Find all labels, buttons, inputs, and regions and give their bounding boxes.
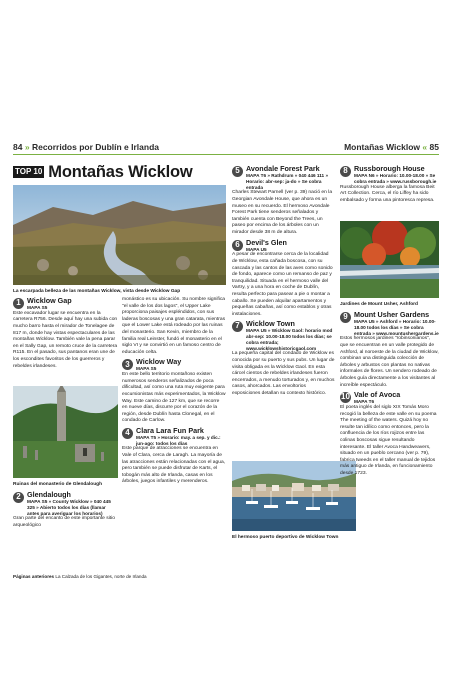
left-running-title: Recorridos por Dublín e Irlanda [31, 142, 160, 152]
item-7-heading [232, 320, 335, 351]
main-photo-caption: La escarpada belleza de las montañas Wicklow, vista desde Wicklow Gap [13, 289, 181, 294]
left-page-number: 84 [13, 142, 23, 152]
item-6-name: Devil's Glen [246, 237, 287, 247]
item-2-text: Gran parte del encanto de este importante sitio arqueológico [13, 516, 115, 528]
item-4-name: Clara Lara Fun Park [136, 425, 204, 435]
item-10-meta: MAPA T6 [354, 399, 375, 405]
column-4-lower [340, 309, 439, 478]
item-3-number: 3 [122, 359, 133, 370]
ruins-caption: Ruinas del monasterio de Glendalough [13, 482, 103, 487]
item-10-name: Vale of Avoca [354, 390, 401, 400]
item-8-heading [340, 165, 439, 185]
column-2 [122, 297, 226, 487]
guidebook-spread [13, 141, 439, 581]
item-7-number: 7 [232, 321, 243, 332]
item-10-number: 10 [341, 392, 350, 402]
page-header [13, 141, 439, 155]
item-8-number: 8 [340, 166, 351, 177]
item-5-text: Charles Stewart Parnell (ver p. 39) nació en la Georgian Avondale House, que ahora es un museo en su recuerdo. El hermoso Avondale Forest Park tiene senderos señalados y también cuenta con Beyond the Trees, un paseo por encima de los árboles con un mirador desde 38 m de altura. [232, 190, 333, 235]
title-text: Montañas Wicklow [48, 162, 193, 181]
item-8-name: Russborough House [354, 164, 425, 173]
wicklow-gap-photo [13, 185, 226, 285]
item-8-meta: MAPA N6 » Horario: 10.00-18.00 » Se cobra entrada » www.russborough.ie [354, 173, 437, 184]
item-6-number: 6 [232, 240, 243, 251]
item-10-text: El poeta inglés del siglo XIX Tomás Moro recogió la belleza de este valle en su poema The meeting of the waters. Quizá hoy no resulte tan idílico como entonces, pero la confluencia de los ríos rojizos entre las colinas boscosas sigue resultando interesante. El taller Avoca Handweavers, situado en un pueblo cercano (ver p. 79), fabrica tweeds en el taller manual de tejidos más antiguo de Irlanda, en funcionamiento desde 1723. [340, 404, 437, 476]
top10-badge: TOP 10 [15, 167, 43, 176]
item-2-number: 2 [13, 492, 24, 503]
item-1-meta: MAPA S5 [27, 305, 48, 310]
item-3-text: En este bello territorio montañoso existen numerosos senderos señalizados de poca dificultad, así como una ruta muy exigente para excursionistas más experimentados, la Wicklow Way. Este camino de 127 km, que se recorre en nueve días, discurre por el corazón de la región, desde Dublín hasta Clonegal, en el condado de Carlow. [122, 372, 226, 424]
item-4-number: 4 [122, 428, 133, 439]
left-arrows: » [24, 142, 30, 152]
item-1-name: Wicklow Gap [27, 296, 72, 305]
item-7-text: La pequeña capital del condado de Wicklow es conocida por su puerto y sus pubs. Un lugar de visita obligada es la Wicklow Gaol. En esta cárcel cientos de rebeldes irlandeses fueron encerrados, a menudo torturados y, en muchos casos, ahorcados. Las envoltorios exposiciones detallan su contexto histórico. [232, 351, 335, 397]
right-page-number: 85 [429, 142, 439, 152]
item-1-text: Este excavador lugar se encuentra en la carretera R756. Desde aquí hay una subida con mucho barro hasta el mirador de Tonelagee de 817 m, donde hay vistas espectaculares de las montañas Wicklow. También vale la pena parar en el Sally Gap, un remoto cruce de la carretera R115. En el pasado, sus pantanos eran une de los escondites favoritos de los guerreros y rebeldes irlandeses. [13, 310, 118, 369]
right-arrows: « [422, 142, 428, 152]
item-2-heading [13, 491, 118, 516]
item-4-heading [122, 427, 226, 447]
item-9-text: Estos hermosos jardines "robinsonianos", que se encuentran en un valle protegido de Ashford, al noroeste de la ciudad de Wicklow, combinan una distinguida colección de árboles y arbustos con plantas no nativas informales de flores. Un sendero rodeado de árboles guía directamente a los visitantes al increíble espectáculo. [340, 336, 439, 388]
item-9-name: Mount Usher Gardens [354, 310, 430, 319]
item-5-name: Avondale Forest Park [246, 164, 320, 173]
wicklow-harbour-photo [232, 461, 356, 531]
footer-note [13, 574, 147, 579]
item-5-meta: MAPA T6 » Rathdrum » 040 446 111 » Horario: abr-sep: ja-do » Se cobra entrada [246, 173, 329, 190]
item-4-meta: MAPA T5 » Horario: may. a sep. y dic.: jun-ago: todos los días [136, 434, 221, 446]
item-6-heading [232, 239, 335, 253]
item-7-name: Wicklow Town [246, 319, 295, 329]
item-5-number: 5 [232, 166, 243, 177]
item-8-text: Russborough House alberga la famosa Beit Art Collection. Cerca, el río Liffey ha sido embalsado y forma una pintoresca represa. [340, 184, 435, 203]
footer-label: Páginas anteriores [13, 574, 55, 579]
item-2-name: Glendalough [27, 490, 71, 499]
item-3-heading [122, 358, 226, 372]
mount-usher-caption: Jardines de Mount Usher, Ashford [340, 302, 418, 307]
item-4-text: Este parque de atracciones se encuentra en Vale of Clara, cerca de Laragh. La mayoría de las atracciones están relacionadas con el agua, pero también se puede disfrutar de Karts, el tobogán más alto de Irlanda, casas en los árboles, juegos infantiles y merenderos. [122, 446, 226, 485]
column-4 [340, 163, 439, 205]
item-6-text: A pesar de encontrarse cerca de la localidad de Wicklow, esta cañada boscosa, con su cascada y las cantos de las aves como sonido de fondo, aparece como un remanso de paz y tranquilidad. Situada en el hermoso valle del Vartry, y a una hora en coche de Dublín, resulta perfecto para pasear a pie o montar a caballo. Se pueden alquilar apartamentos y pequeñas cabañas, así como establos y otras instalaciones. [232, 252, 333, 317]
item-2-continued-text: monástico es su ubicación. Su nombre significa "el valle de los dos lagos", el Upper Lake proporciona paisajes espléndidos, con sus laderas boscosas y una gran catarata, mientras que el Lower Lake está rodeado por las ruinas del monasterio. San Kevin, miembro de la familia real Leinster, fundó el monasterio en el siglo VI y se convirtió en un famoso centro de educación celta. [122, 297, 226, 355]
mount-usher-photo [340, 221, 439, 298]
item-2-meta: MAPA S5 » County Wicklow » 040 445 325 » Abierto todos los días (llamar antes para averiguar los horarios) [27, 499, 111, 516]
item-3-name: Wicklow Way [136, 357, 182, 367]
item-9-meta: MAPA U5 » Ashford » Horario: 10.00-18.00 todos los días » Se cobra entrada » www.mountushergardens.ie [354, 319, 439, 336]
item-5-heading [232, 165, 335, 190]
harbour-caption: El hermoso puerto deportivo de Wicklow Town [232, 535, 339, 540]
item-7-meta: MAPA U5 » Wicklow Gaol: horario mod abr-sep: 10.00-18.00 todos los días; se cobra entrada; www.wicklowshistoricgaol.com [246, 328, 333, 351]
footer-text: La Calzada de los Gigantes, norte de Irlanda [55, 574, 147, 579]
glendalough-ruins-photo [13, 386, 118, 478]
right-running-title: Montañas Wicklow [344, 142, 421, 152]
item-9-heading [340, 311, 439, 336]
column-1-lower [13, 489, 118, 531]
item-1-number: 1 [13, 298, 24, 309]
item-6-meta: MAPA U5 [246, 246, 267, 252]
item-1-heading [13, 297, 118, 311]
item-3-meta: MAPA S5 [136, 366, 157, 372]
item-10-heading [340, 391, 439, 405]
column-1 [13, 295, 118, 371]
item-9-number: 9 [340, 312, 351, 323]
column-3 [232, 163, 335, 399]
page-title [13, 163, 193, 181]
